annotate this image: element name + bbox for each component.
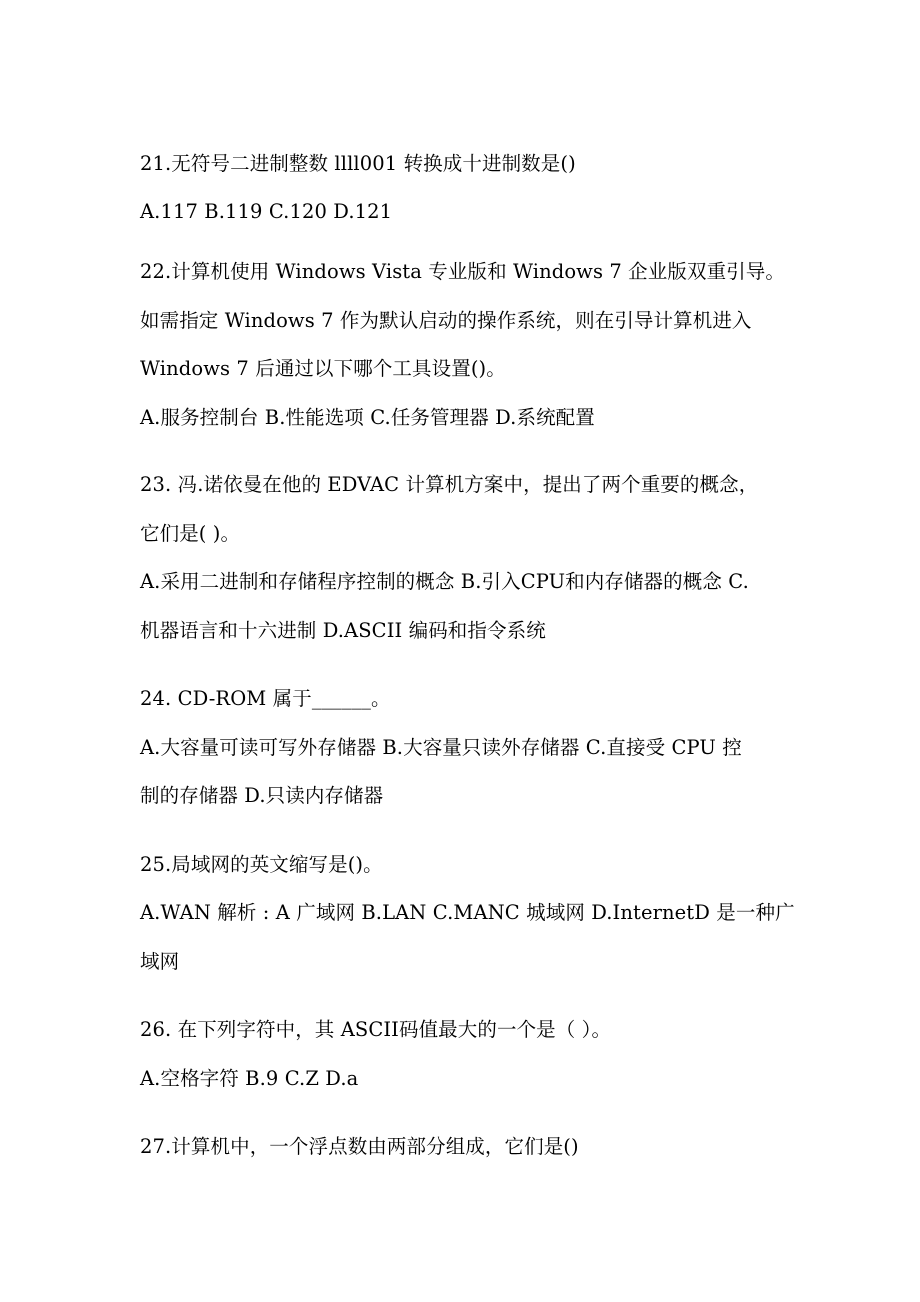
answer-options: A.服务控制台 B.性能选项 C.任务管理器 D.系统配置 [140, 405, 595, 429]
answer-options: A.采用二进制和存储程序控制的概念 B.引入CPU和内存储器的概念 C. [140, 570, 749, 593]
question-text: 22.计算机使用 Windows Vista 专业版和 Windows 7 企业版双重引导。 [140, 260, 785, 283]
question-text: 26. 在下列字符中，其 ASCII码值最大的一个是（ ）。 [140, 1018, 612, 1041]
question-text: 21.无符号二进制整数 llll001 转换成十进制数是() [140, 152, 576, 175]
question-23 [140, 461, 790, 655]
answer-options: 制的存储器 D.只读内存储器 [140, 784, 384, 807]
answer-options: A.大容量可读可写外存储器 B.大容量只读外存储器 C.直接受 CPU 控 [140, 735, 742, 759]
question-27 [140, 1123, 790, 1172]
question-text: 如需指定 Windows 7 作为默认启动的操作系统，则在引导计算机进入 [140, 308, 752, 332]
question-text: 25.局域网的英文缩写是()。 [140, 852, 383, 876]
question-text: Windows 7 后通过以下哪个工具设置()。 [140, 357, 506, 380]
question-text: 它们是( )。 [140, 521, 241, 545]
question-text: 23. 冯.诺依曼在他的 EDVAC 计算机方案中，提出了两个重要的概念， [140, 473, 759, 496]
question-text: 24. CD-ROM 属于______。 [140, 687, 391, 710]
question-text: 27.计算机中，一个浮点数由两部分组成，它们是() [140, 1135, 579, 1158]
question-26 [140, 1006, 790, 1103]
answer-options: A.WAN 解析 : A 广域网 B.LAN C.MANC 城域网 D.InternetD 是一种广 [140, 901, 795, 924]
question-24 [140, 675, 790, 821]
document-page [140, 140, 795, 1172]
answer-options: 域网 [140, 949, 180, 973]
answer-options: A.空格字符 B.9 C.Z D.a [140, 1066, 359, 1090]
question-21 [140, 140, 790, 236]
answer-options: A.117 B.119 C.120 D.121 [140, 200, 393, 223]
question-22 [140, 248, 790, 442]
question-25 [140, 841, 795, 987]
answer-options: 机器语言和十六进制 D.ASCII 编码和指令系统 [140, 618, 546, 642]
